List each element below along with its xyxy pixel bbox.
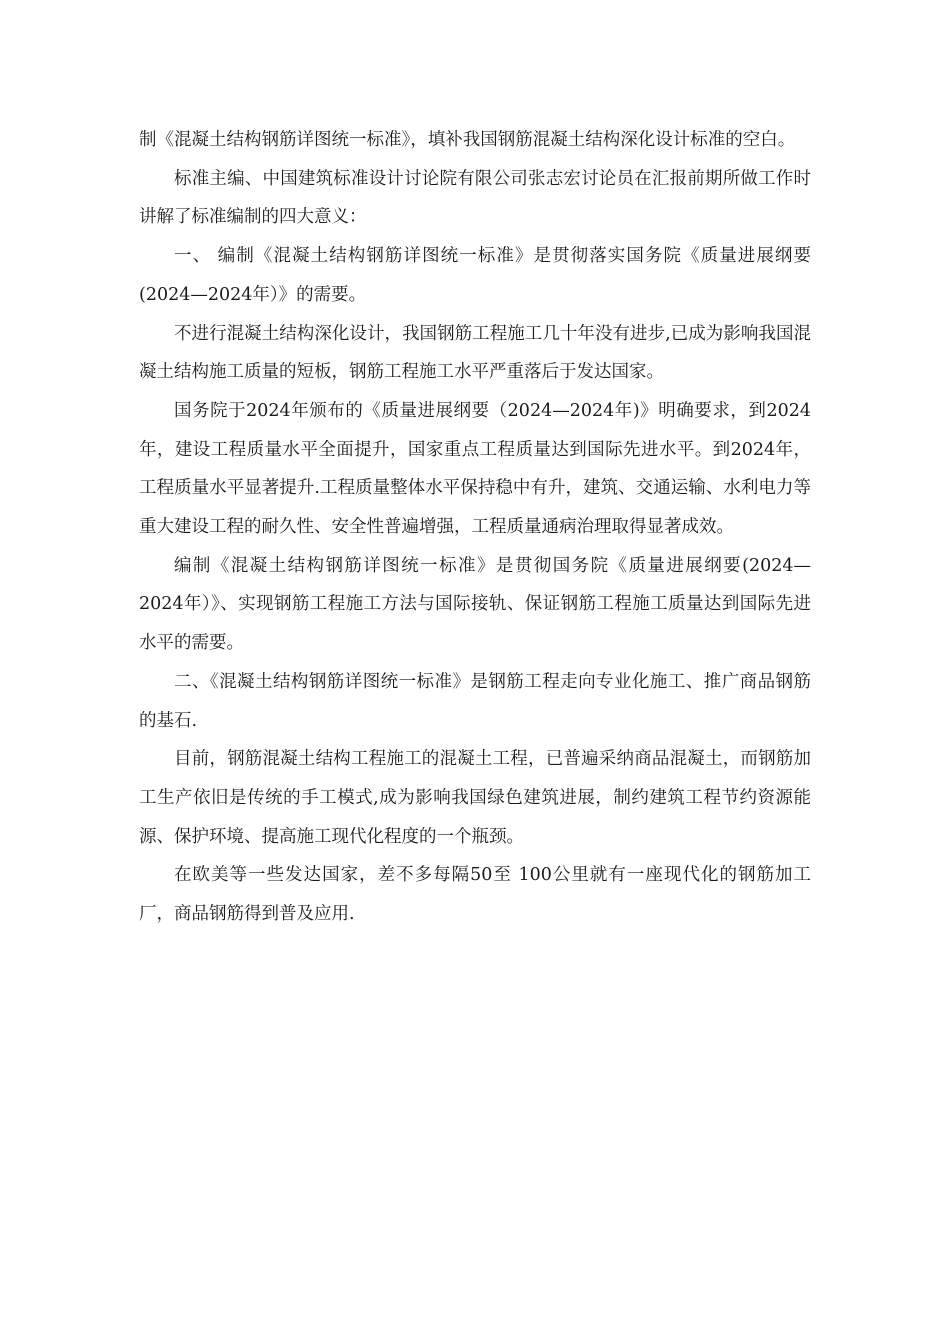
paragraph-2: 标准主编、中国建筑标准设计讨论院有限公司张志宏讨论员在汇报前期所做工作时讲解了标准编制的四大意义： [139, 168, 811, 228]
paragraph-3: 一、 编制《混凝土结构钢筋详图统一标准》是贯彻落实国务院《质量进展纲要(2024—2024年）》的需要。 [139, 246, 811, 305]
paragraph-4: 不进行混凝土结构深化设计，我国钢筋工程施工几十年没有进步,已成为影响我国混凝土结构施工质量的短板，钢筋工程施工水平严重落后于发达国家。 [139, 323, 811, 383]
paragraph-9: 在欧美等一些发达国家，差不多每隔50至 100公里就有一座现代化的钢筋加工厂，商品钢筋得到普及应用. [139, 865, 811, 925]
paragraph-1: 制《混凝土结构钢筋详图统一标准》，填补我国钢筋混凝土结构深化设计标准的空白。 [139, 130, 796, 150]
paragraph-8: 目前，钢筋混凝土结构工程施工的混凝土工程，已普遍采纳商品混凝土，而钢筋加工生产依旧是传统的手工模式,成为影响我国绿色建筑进展，制约建筑工程节约资源能源、保护环境、提高施工现代化程度的一个瓶颈。 [139, 749, 811, 847]
paragraph-7: 二、《混凝土结构钢筋详图统一标准》是钢筋工程走向专业化施工、推广商品钢筋的基石. [139, 671, 811, 731]
paragraph-6: 编制《混凝土结构钢筋详图统一标准》是贯彻国务院《质量进展纲要(2024—2024年）》、实现钢筋工程施工方法与国际接轨、保证钢筋工程施工质量达到国际先进水平的需要。 [139, 555, 811, 654]
paragraph-5: 国务院于2024年颁布的《质量进展纲要（2024—2024年)》明确要求，到2024年，建设工程质量水平全面提升，国家重点工程质量达到国际先进水平。到2024年，工程质量水平显著提升.工程质量整体水平保持稳中有升，建筑、交通运输、水利电力等重大建设工程的耐久性、安全性普遍增强，工程质量通病治理取得显著成效。 [139, 400, 811, 538]
document-body [139, 121, 811, 934]
